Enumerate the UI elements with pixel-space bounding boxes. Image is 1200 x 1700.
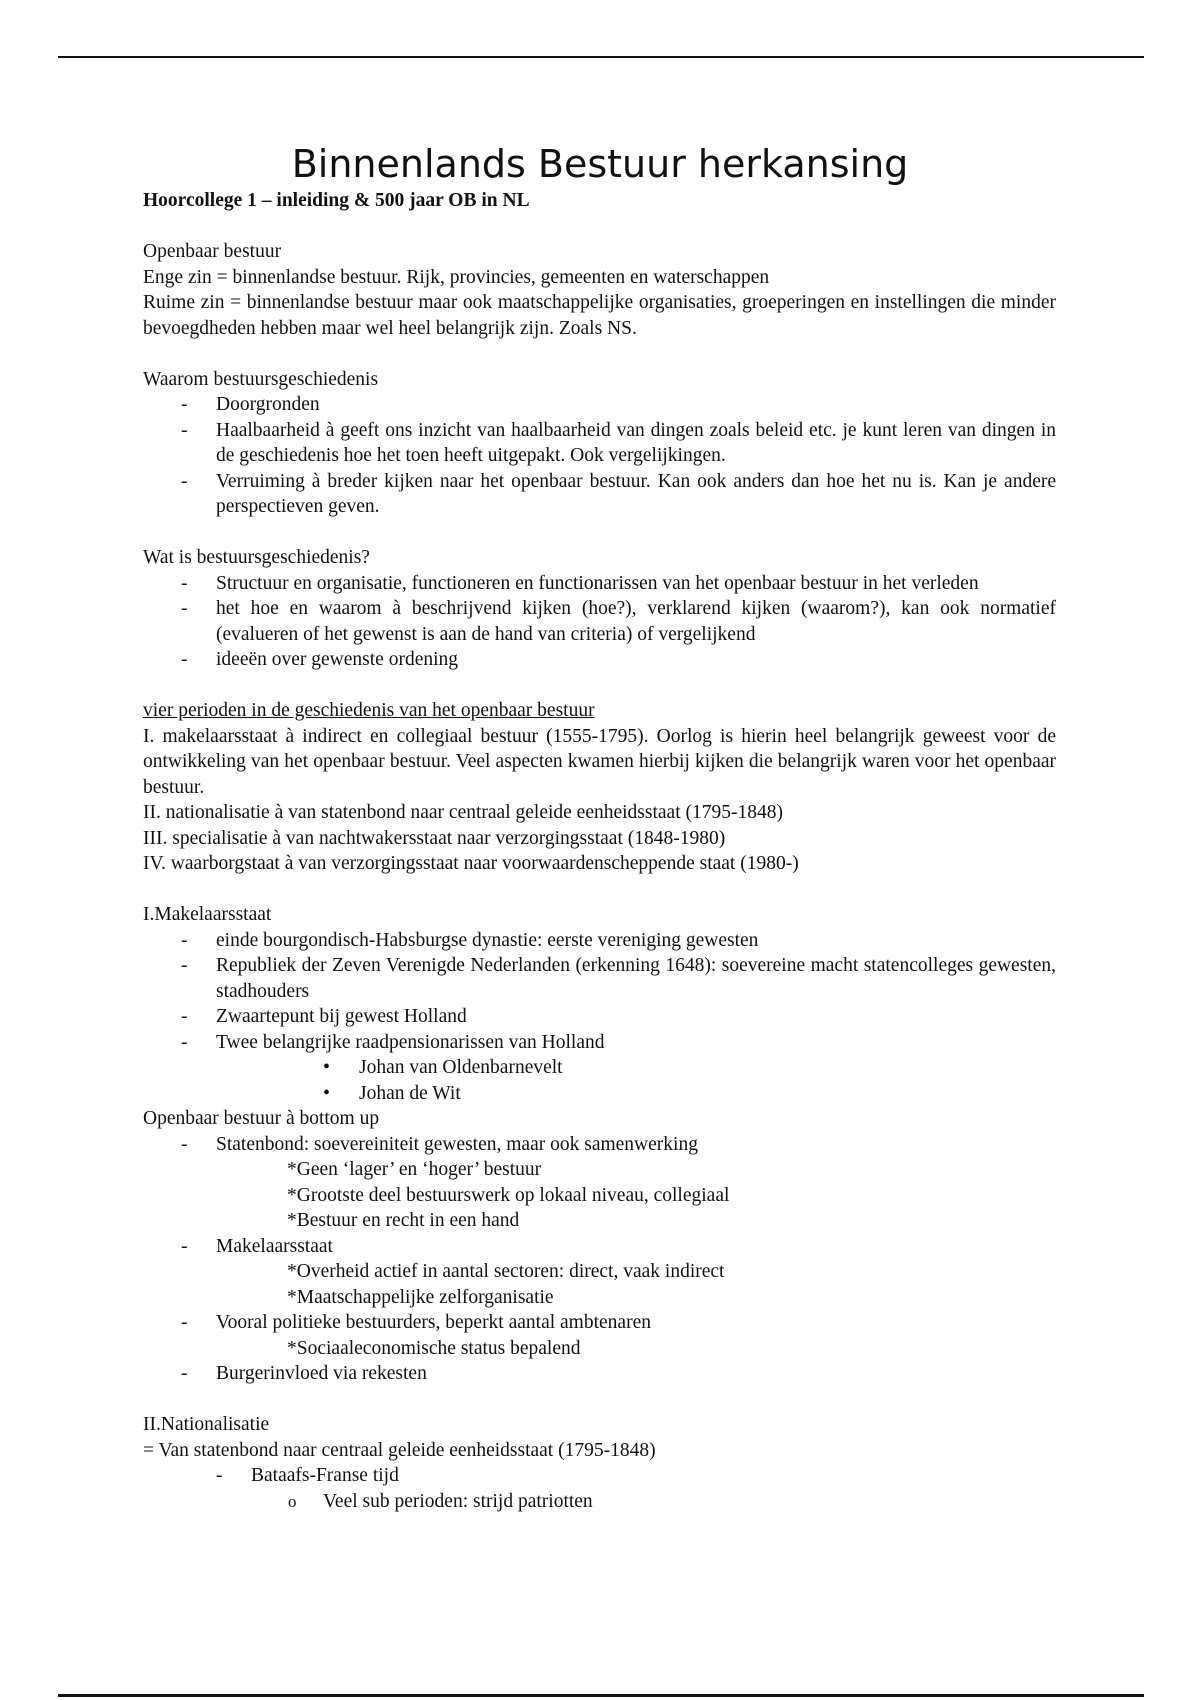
section-heading-nationalisatie: II.Nationalisatie (143, 1414, 270, 1435)
section-heading-makelaarsstaat: I.Makelaarsstaat (143, 904, 272, 925)
sub-item: *Overheid actief in aantal sectoren: direct, vaak indirect (287, 1261, 725, 1282)
ruime-zin-text: Ruime zin = binnenlandse bestuur maar ook maatschappelijke organisaties, groeperingen en instellingen die minder bevoegdheden hebben maar wel heel belangrijk zijn. Zoals NS. (143, 292, 1056, 339)
footer-rule (58, 1694, 1144, 1697)
nationalisatie-sub-list (143, 1489, 1056, 1515)
lecture-subtitle: Hoorcollege 1 – inleiding & 500 jaar OB in NL (143, 190, 530, 211)
periode-2-text: II. nationalisatie à van statenbond naar centraal geleide eenheidsstaat (1795-1848) (143, 802, 783, 823)
list-item: - Doorgronden (143, 392, 1056, 418)
periode-3-text: III. specialisatie à van nachtwakersstaat naar verzorgingsstaat (1848-1980) (143, 827, 726, 849)
nationalisatie-definition: = Van statenbond naar centraal geleide eenheidsstaat (1795-1848) (143, 1439, 656, 1461)
wat-list (143, 571, 1056, 673)
list-item: - einde bourgondisch-Habsburgse dynastie: eerste vereniging gewesten (143, 928, 1056, 954)
list-item: - Vooral politieke bestuurders, beperkt aantal ambtenaren (143, 1310, 1056, 1336)
list-item: • Johan de Wit (143, 1081, 1056, 1107)
document-page (143, 140, 1056, 1514)
periode-1-text: I. makelaarsstaat à indirect en collegiaal bestuur (1555-1795). Oorlog is hierin heel belangrijk geweest voor de ontwikkeling van het openbaar bestuur. Veel aspecten kwamen hierbij kijken die belangrijk waren voor het openbaar bestuur. (143, 725, 1056, 798)
makelaar-list (143, 928, 1056, 1056)
sub-item: *Sociaaleconomische status bepalend (287, 1337, 581, 1359)
bottom-up-text: Openbaar bestuur à bottom up (143, 1108, 380, 1129)
politiek-list (143, 1310, 1056, 1336)
sub-item: *Grootste deel bestuurswerk op lokaal niveau, collegiaal (287, 1184, 730, 1206)
list-item: - Burgerinvloed via rekesten (143, 1361, 1056, 1387)
list-item: - het hoe en waarom à beschrijvend kijken (hoe?), verklarend kijken (waarom?), kan ook normatief (evalueren of het gewenst is aan de hand van criteria) of vergelijkend (143, 596, 1056, 647)
sub-item: *Maatschappelijke zelforganisatie (287, 1286, 554, 1308)
section-heading-waarom: Waarom bestuursgeschiedenis (143, 368, 379, 390)
list-item: - Structuur en organisatie, functioneren en functionarissen van het openbaar bestuur in het verleden (143, 571, 1056, 597)
header-rule (58, 56, 1144, 58)
list-item (143, 1132, 1056, 1158)
list-item: - Twee belangrijke raadpensionarissen van Holland (143, 1030, 1056, 1056)
nationalisatie-list (143, 1463, 1056, 1489)
makelaarsstaat-list (143, 1234, 1056, 1260)
list-item: - Makelaarsstaat (143, 1234, 1056, 1260)
list-item: - Haalbaarheid à geeft ons inzicht van haalbaarheid van dingen zoals beleid etc. je kunt leren van dingen in de geschiedenis hoe het toen heeft uitgepakt. Ook vergelijkingen. (143, 418, 1056, 469)
list-item: - Verruiming à breder kijken naar het openbaar bestuur. Kan ook anders dan hoe het nu is. Kan je andere perspectieven geven. (143, 469, 1056, 520)
sub-item: *Geen ‘lager’ en ‘hoger’ bestuur (287, 1159, 542, 1180)
raadpensionarissen-list (143, 1055, 1056, 1106)
list-item: o Veel sub perioden: strijd patriotten (143, 1489, 1056, 1515)
list-item: - Bataafs-Franse tijd (143, 1463, 1056, 1489)
sub-item: *Bestuur en recht in een hand (287, 1210, 520, 1231)
section-heading-wat: Wat is bestuursgeschiedenis? (143, 547, 370, 568)
statenbond-text: Statenbond: soevereiniteit gewesten, maar ook samenwerking (216, 1133, 698, 1155)
list-item: - ideeën over gewenste ordening (143, 647, 1056, 673)
waarom-list (143, 392, 1056, 520)
document-title: Binnenlands Bestuur herkansing (291, 142, 909, 186)
enge-zin-text: Enge zin = binnenlandse bestuur. Rijk, provincies, gemeenten en waterschappen (143, 266, 770, 288)
list-item: • Johan van Oldenbarnevelt (143, 1055, 1056, 1081)
section-heading-openbaar-bestuur: Openbaar bestuur (143, 241, 282, 262)
periode-4-text: IV. waarborgstaat à van verzorgingsstaat naar voorwaardenscheppende staat (1980-) (143, 853, 799, 874)
section-heading-perioden: vier perioden in de geschiedenis van het openbaar bestuur (143, 700, 595, 721)
burger-list (143, 1361, 1056, 1387)
bottom-up-list (143, 1132, 1056, 1158)
list-item: - Republiek der Zeven Verenigde Nederlanden (erkenning 1648): soevereine macht statencolleges gewesten, stadhouders (143, 953, 1056, 1004)
list-item: - Zwaartepunt bij gewest Holland (143, 1004, 1056, 1030)
